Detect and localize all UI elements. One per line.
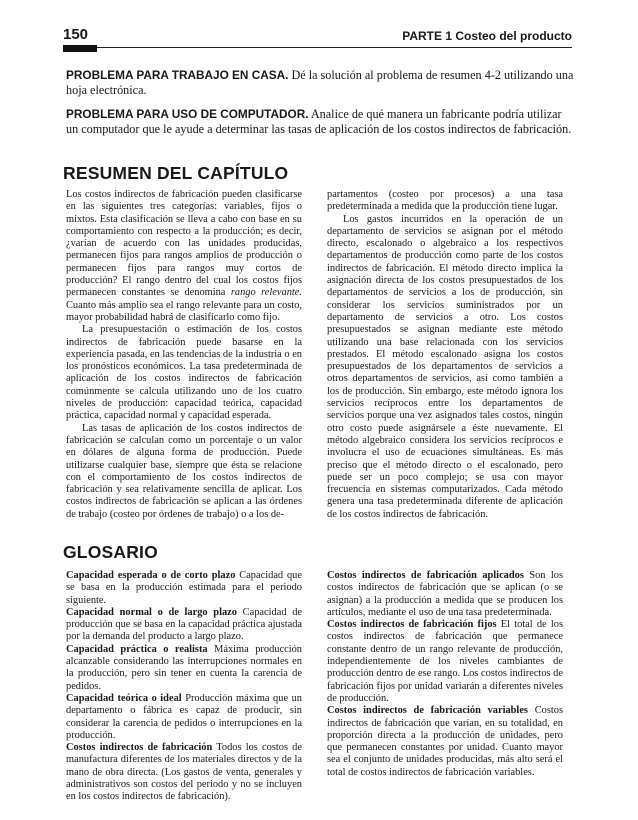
- glossary-entry: Costos indirectos de fabricación Todos los costos de manufactura diferentes de los materiales directos y de la mano de obra directa. (Los gastos de venta, generales y administrativos son costos del periodo y no se incluyen en los costos indirectos de fabricación).: [66, 742, 302, 803]
- summary-paragraph-1: Los costos indirectos de fabricación pueden clasificarse en las siguientes tres categorías: variables, fijos o mixtos. Esta clasificación se lleva a cabo con base en su comportamiento con respecto a la producción; es decir, ¿varían de acuerdo con las unidades producidas, permanecen fijos para rangos amplios de producción o permanecen fijos para rangos muy cortos de producción? El rango dentro del cual los costos fijos permanecen constantes se denomina rango relevante. Cuanto más amplio sea el rango relevante para un costo, mayor probabilidad habrá de clasificarlo como fijo.: [66, 189, 302, 323]
- glossary-entry: Capacidad normal o de largo plazo Capacidad de producción que se basa en la capacidad práctica ajustada por la demanda del producto a largo plazo.: [66, 606, 302, 643]
- glossary-entry: Capacidad práctica o realista Máxima producción alcanzable considerando las interrupciones normales en la producción, pero sin tener en cuenta la carencia de pedidos.: [66, 643, 302, 692]
- glossary-entry: Costos indirectos de fabricación variables Costos indirectos de fabricación que varían, en su totalidad, en proporción directa a la producción de unidades, pero que permanecen constantes por unidad. Cuanto mayor sea el conjunto de unidades producidas, más alto será el total de costos indirectos de fabricación variables.: [327, 705, 563, 778]
- problem-homework: [66, 68, 574, 98]
- glossary-entry: Capacidad esperada o de corto plazo Capacidad que se basa en la producción estimada para el periodo siguiente.: [66, 570, 302, 606]
- summary-emphasis: rango relevante.: [230, 287, 302, 299]
- page-number: 150: [63, 26, 89, 43]
- summary-paragraph-3: Las tasas de aplicación de los costos indirectos de fabricación se calculan como un porcentaje o un valor en dólares de alguna forma de producción. Puede utilizarse cualquier base, siempre que ésta se relacione con el comportamiento de los costos indirectos de fabricación y sea relativamente sencilla de aplicar. Los costos indirectos de fabricación se aplican a las órdenes de trabajo (costeo por órdenes de trabajo) o a los de-: [66, 422, 302, 520]
- problem-computer: [66, 107, 574, 137]
- glossary-entry: Costos indirectos de fabricación fijos El total de los costos indirectos de fabricación que permanece constante dentro de un rango relevante de producción, independientemente de los niveles cambiantes de producción dentro de ese rango. Los costos indirectos de fabricación fijos por unidad variarán a diferentes niveles de producción.: [327, 619, 563, 704]
- problem-homework-text: Dé la solución al problema de resumen 4-2 utilizando una hoja electrónica.: [66, 68, 574, 97]
- glossary-entry: Costos indirectos de fabricación aplicados Son los costos indirectos de fabricación que se aplican (o se asignan) a la producción a medida que se producen los artículos, mediante el uso de una tasa predeterminada.: [327, 570, 564, 618]
- summary-title: RESUMEN DEL CAPÍTULO: [63, 163, 289, 183]
- summary-left-column: [66, 189, 302, 521]
- glossary-entry: Capacidad teórica o ideal Producción máxima que un departamento o fábrica es capaz de producir, sin considerar la carencia de pedidos o interrupciones en la producción.: [66, 692, 302, 741]
- problem-computer-text: Analice de qué manera un fabricante podría utilizar un computador que le ayude a determinar las tasas de aplicación de los costos indirectos de fabricación.: [66, 107, 572, 136]
- summary-paragraph-2: La presupuestación o estimación de los costos indirectos de fabricación puede basarse en la experiencia pasada, en las tendencias de la industria o en los pronósticos económicos. La tasa predeterminada de aplicación de los costos indirectos de fabricación comúnmente se calcula utilizando uno de los cuatro niveles de producción: capacidad teórica, capacidad práctica, capacidad normal y capacidad esperada.: [66, 324, 302, 422]
- header-rule: [63, 47, 572, 48]
- header-accent-block: [63, 45, 97, 52]
- summary-right-column: [327, 189, 563, 521]
- glossary-left-column: [66, 570, 302, 804]
- summary-paragraph-4: partamentos (costeo por procesos) a una tasa predeterminada a medida que la producción tiene lugar.: [327, 189, 563, 213]
- problem-computer-label: PROBLEMA PARA USO DE COMPUTADOR.: [66, 107, 309, 121]
- summary-paragraph-5: Los gastos incurridos en la operación de un departamento de servicios se asignan por el método directo, escalonado o algebraico a los respectivos departamentos de producción como parte de los costos indirectos de fabricación. El método directo implica la asignación directa de los costos presupuestados de los departamentos de servicios a los de producción, sin considerar los servicios suministrados por un departamento de servicios a otro. Los costos presupuestados se asignan mediante este método utilizando una base relacionada con los servicios prestados. El método escalonado asigna los costos presupuestados de los departamentos de servicios a otros departamentos de servicios, así como también a los de producción. Sin embargo, este método ignora los servicios recíprocos entre los departamentos de servicios porque una vez asignados tales costos, ningún otro costo puede asignársele a éste nuevamente. El método algebraico considera los servicios recíprocos e involucra el uso de ecuaciones simultáneas. Es más preciso que el método directo o el escalonado, pero puede ser un poco complejo; se usa con mayor frecuencia en sistemas computarizados. Cada método genera una tasa predeterminada diferente de aplicación de los costos indirectos de fabricación.: [327, 213, 563, 520]
- glossary-title: GLOSARIO: [63, 542, 158, 562]
- problem-homework-label: PROBLEMA PARA TRABAJO EN CASA.: [66, 68, 289, 82]
- running-header-title: PARTE 1 Costeo del producto: [402, 29, 572, 43]
- glossary-right-column: [327, 570, 563, 779]
